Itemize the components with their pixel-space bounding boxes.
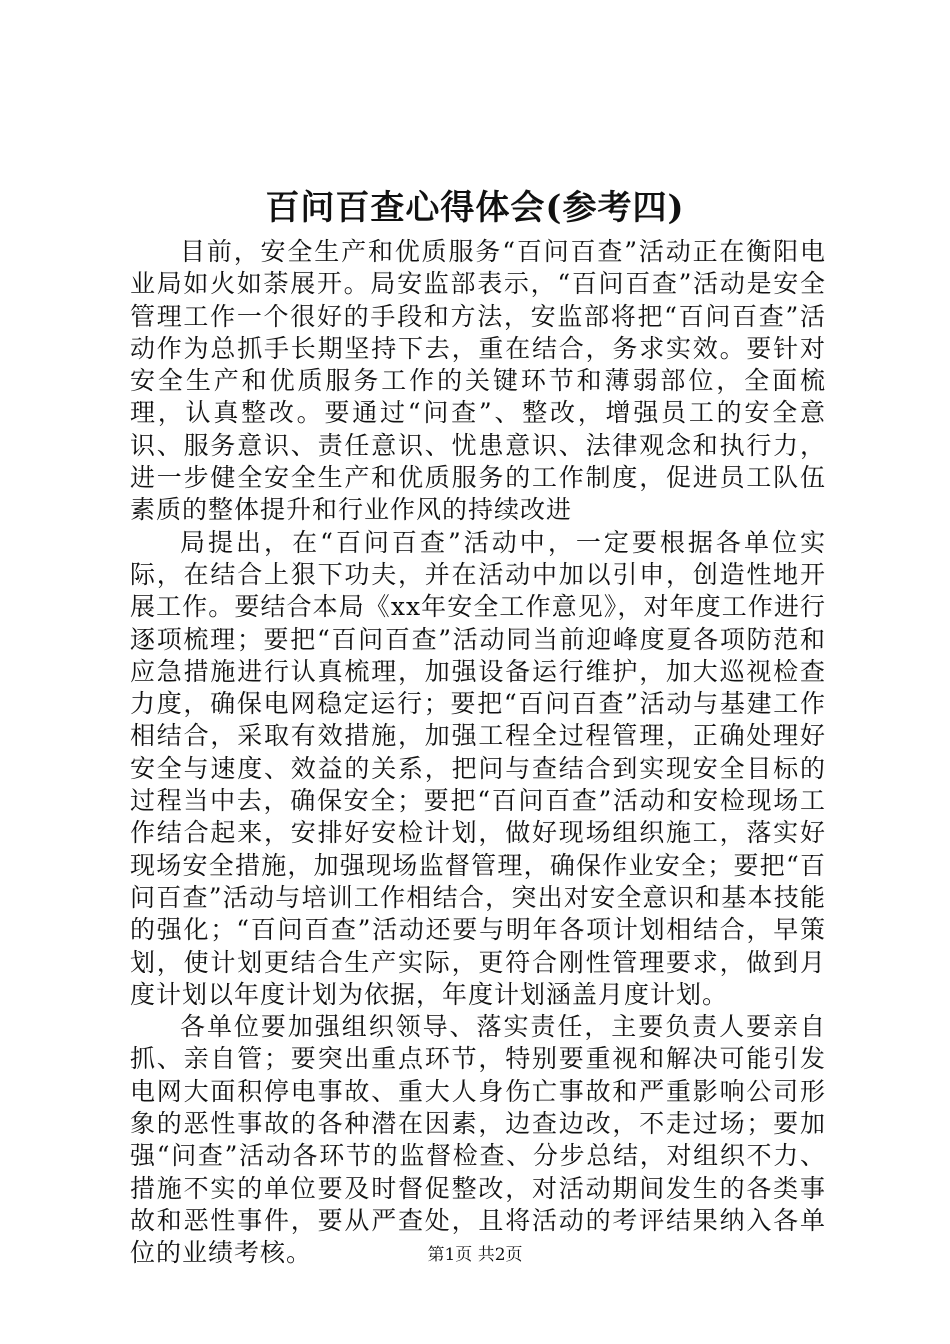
page-footer: 第1页 共2页 bbox=[427, 1245, 523, 1265]
paragraph-3: 各单位要加强组织领导、落实责任，主要负责人要亲自抓、亲自管；要突出重点环节，特别要重视和解决可能引发电网大面积停电事故、重大人身伤亡事故和严重影响公司形象的恶性事故的各种潜在因素，边查边改，不走过场；要加强“问查”活动各环节的监督检查、分步总结，对组织不力、措施不实的单位要及时督促整改，对活动期间发生的各类事故和恶性事件，要从严查处，且将活动的考评结果纳入各单位的业绩考核。 bbox=[130, 1012, 826, 1268]
document-body bbox=[130, 236, 826, 1270]
paragraph-1: 目前，安全生产和优质服务“百问百查”活动正在衡阳电业局如火如荼展开。局安监部表示，“百问百查”活动是安全管理工作一个很好的手段和方法，安监部将把“百问百查”活动作为总抓手长期坚持下去，重在结合，务求实效。要针对安全生产和优质服务工作的关键环节和薄弱部位，全面梳理，认真整改。要通过“问查”、整改，增强员工的安全意识、服务意识、责任意识、忧患意识、法律观念和执行力，进一步健全安全生产和优质服务的工作制度，促进员工队伍素质的整体提升和行业作风的持续改进 bbox=[130, 237, 826, 525]
paragraph-2: 局提出，在“百问百查”活动中，一定要根据各单位实际，在结合上狠下功夫，并在活动中加以引申，创造性地开展工作。要结合本局《xx年安全工作意见》，对年度工作进行逐项梳理；要把“百问百查”活动同当前迎峰度夏各项防范和应急措施进行认真梳理，加强设备运行维护，加大巡视检查力度，确保电网稳定运行；要把“百问百查”活动与基建工作相结合，采取有效措施，加强工程全过程管理，正确处理好安全与速度、效益的关系，把问与查结合到实现安全目标的过程当中去，确保安全；要把“百问百查”活动和安检现场工作结合起来，安排好安检计划，做好现场组织施工，落实好现场安全措施，加强现场监督管理，确保作业安全；要把“百问百查”活动与培训工作相结合，突出对安全意识和基本技能的强化；“百问百查”活动还要与明年各项计划相结合，早策划，使计划更结合生产实际，更符合刚性管理要求，做到月度计划以年度计划为依据，年度计划涵盖月度计划。 bbox=[130, 527, 826, 1009]
document-title: 百问百查心得体会(参考四) bbox=[265, 188, 685, 228]
